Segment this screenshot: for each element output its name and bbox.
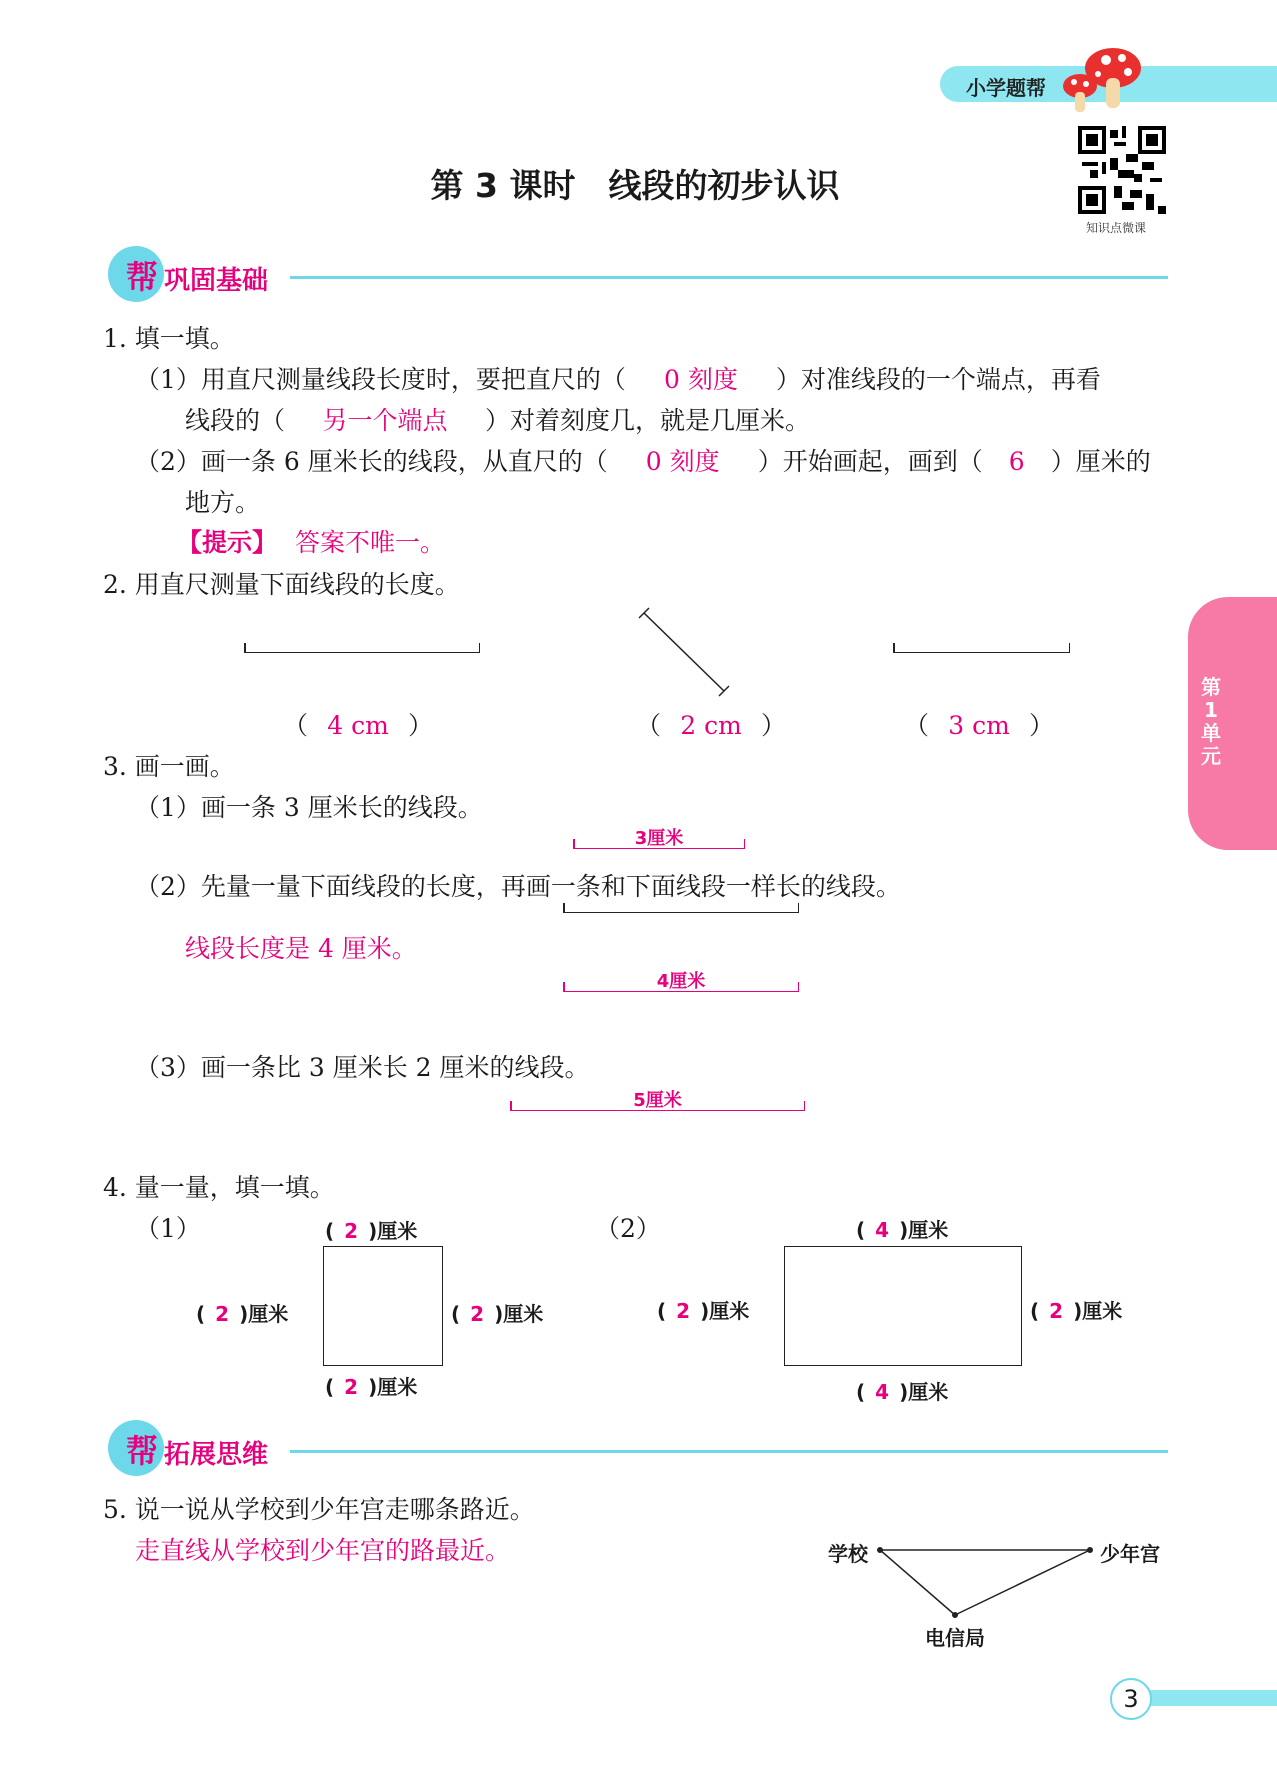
section-rule [290, 1450, 1168, 1453]
q1-p1-answer1: 0 刻度 [663, 365, 738, 394]
q4-p2-label: （2） [595, 1214, 661, 1243]
page-number: 3 [1110, 1678, 1152, 1720]
q3-p1: （1）画一条 3 厘米长的线段。 [135, 793, 483, 822]
q4-rect-left: ( 2 )厘米 [657, 1299, 750, 1323]
q5-answer: 走直线从学校到少年宫的路最近。 [135, 1536, 511, 1565]
q3-p3: （3）画一条比 3 厘米长 2 厘米的线段。 [135, 1053, 590, 1082]
qr-caption: 知识点微课 [1086, 221, 1147, 235]
page-number-bar [1140, 1690, 1277, 1706]
q1-p1-answer2: 另一个端点 [322, 406, 448, 435]
q4-stem: 4. 量一量，填一填。 [103, 1173, 335, 1202]
q1-p2-answer1: 0 刻度 [645, 447, 720, 476]
q1-p2-line2: 地方。 [185, 488, 261, 517]
brand-label: 小学题帮 [966, 76, 1046, 100]
unit-side-tab-text: 第 1 单 元 [1201, 675, 1221, 768]
q4-square [323, 1246, 443, 1366]
q4-p1-label: （1） [135, 1214, 201, 1243]
q2-answer-c: （ 3 cm ） [904, 711, 1055, 740]
section-rule [290, 276, 1168, 279]
q2-stem: 2. 用直尺测量下面线段的长度。 [103, 570, 460, 599]
q3-p3-drawn-segment: 5厘米 [510, 1110, 805, 1111]
q1-p1-line2: 线段的（ 另一个端点 ）对着刻度几，就是几厘米。 [185, 406, 811, 435]
q4-rectangle [784, 1246, 1022, 1366]
q3-p2-answer: 线段长度是 4 厘米。 [185, 934, 417, 963]
q5-palace-label: 少年宫 [1100, 1542, 1160, 1566]
q1-p1-line1: （1）用直尺测量线段长度时，要把直尺的（ 0 刻度 ）对准线段的一个端点，再看 [135, 365, 1101, 394]
q3-stem: 3. 画一画。 [103, 752, 235, 781]
q2-segment-a [244, 652, 480, 653]
q4-square-right: ( 2 )厘米 [451, 1302, 544, 1326]
q4-rect-bottom: ( 4 )厘米 [856, 1380, 949, 1404]
q4-rect-right: ( 2 )厘米 [1030, 1299, 1123, 1323]
q5-school-label: 学校 [828, 1542, 868, 1566]
q1-p2-answer2: 6 [1008, 447, 1025, 476]
q5-telecom-label: 电信局 [925, 1626, 985, 1650]
q1-hint: 【提示】 答案不唯一。 [177, 528, 446, 557]
q2-segment-c [893, 652, 1070, 653]
q4-square-left: ( 2 )厘米 [196, 1302, 289, 1326]
q1-p2-line1: （2）画一条 6 厘米长的线段，从直尺的（ 0 刻度 ）开始画起，画到（ 6 ）厘米的 [135, 447, 1151, 476]
q3-p2: （2）先量一量下面线段的长度，再画一条和下面线段一样长的线段。 [135, 872, 901, 901]
mushroom-logo-icon [1058, 44, 1148, 116]
page-title: 第 3 课时 线段的初步认识 [430, 166, 840, 205]
q1-stem: 1. 填一填。 [103, 324, 235, 353]
q4-rect-top: ( 4 )厘米 [856, 1218, 949, 1242]
q2-answer-a: （ 4 cm ） [283, 711, 434, 740]
q4-square-top: ( 2 )厘米 [325, 1219, 418, 1243]
q5-route-diagram [870, 1530, 1100, 1640]
q2-segment-b [636, 605, 736, 701]
q3-p2-drawn-segment: 4厘米 [563, 991, 799, 992]
q4-square-bottom: ( 2 )厘米 [325, 1375, 418, 1399]
q2-answer-b: （ 2 cm ） [636, 711, 787, 740]
q3-p1-drawn-segment: 3厘米 [573, 848, 745, 849]
q3-p2-given-segment [563, 912, 799, 913]
q5-stem: 5. 说一说从学校到少年宫走哪条路近。 [103, 1495, 535, 1524]
